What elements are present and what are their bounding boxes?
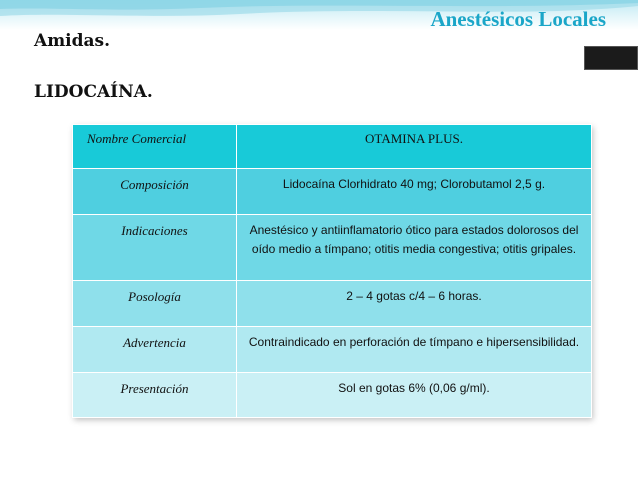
- table-row: [73, 215, 592, 281]
- slide-title: Anestésicos Locales: [430, 7, 606, 31]
- row-label: Advertencia: [73, 327, 237, 373]
- row-value: Anestésico y antiinflamatorio ótico para estados dolorosos del oído medio a tímpano; otitis media congestiva; otitis gripales.: [237, 215, 592, 281]
- table-row: [73, 327, 592, 373]
- dark-corner-box: [584, 46, 638, 70]
- table-row: [73, 169, 592, 215]
- row-value: Lidocaína Clorhidrato 40 mg; Clorobutamol 2,5 g.: [237, 169, 592, 215]
- table-row: [73, 373, 592, 418]
- row-label: Indicaciones: [73, 215, 237, 281]
- row-value: 2 – 4 gotas c/4 – 6 horas.: [237, 281, 592, 327]
- drug-name: LIDOCAÍNA.: [34, 82, 153, 102]
- row-value: Contraindicado en perforación de tímpano e hipersensibilidad.: [237, 327, 592, 373]
- row-value: Sol en gotas 6% (0,06 g/ml).: [237, 373, 592, 418]
- section-heading: Amidas.: [34, 31, 111, 51]
- table-row: [73, 125, 592, 169]
- row-value: OTAMINA PLUS.: [237, 125, 592, 169]
- row-label: Presentación: [73, 373, 237, 418]
- table-row: [73, 281, 592, 327]
- row-label: Composición: [73, 169, 237, 215]
- row-label: Posología: [73, 281, 237, 327]
- drug-info-table: [72, 124, 591, 417]
- row-label: Nombre Comercial: [73, 125, 237, 169]
